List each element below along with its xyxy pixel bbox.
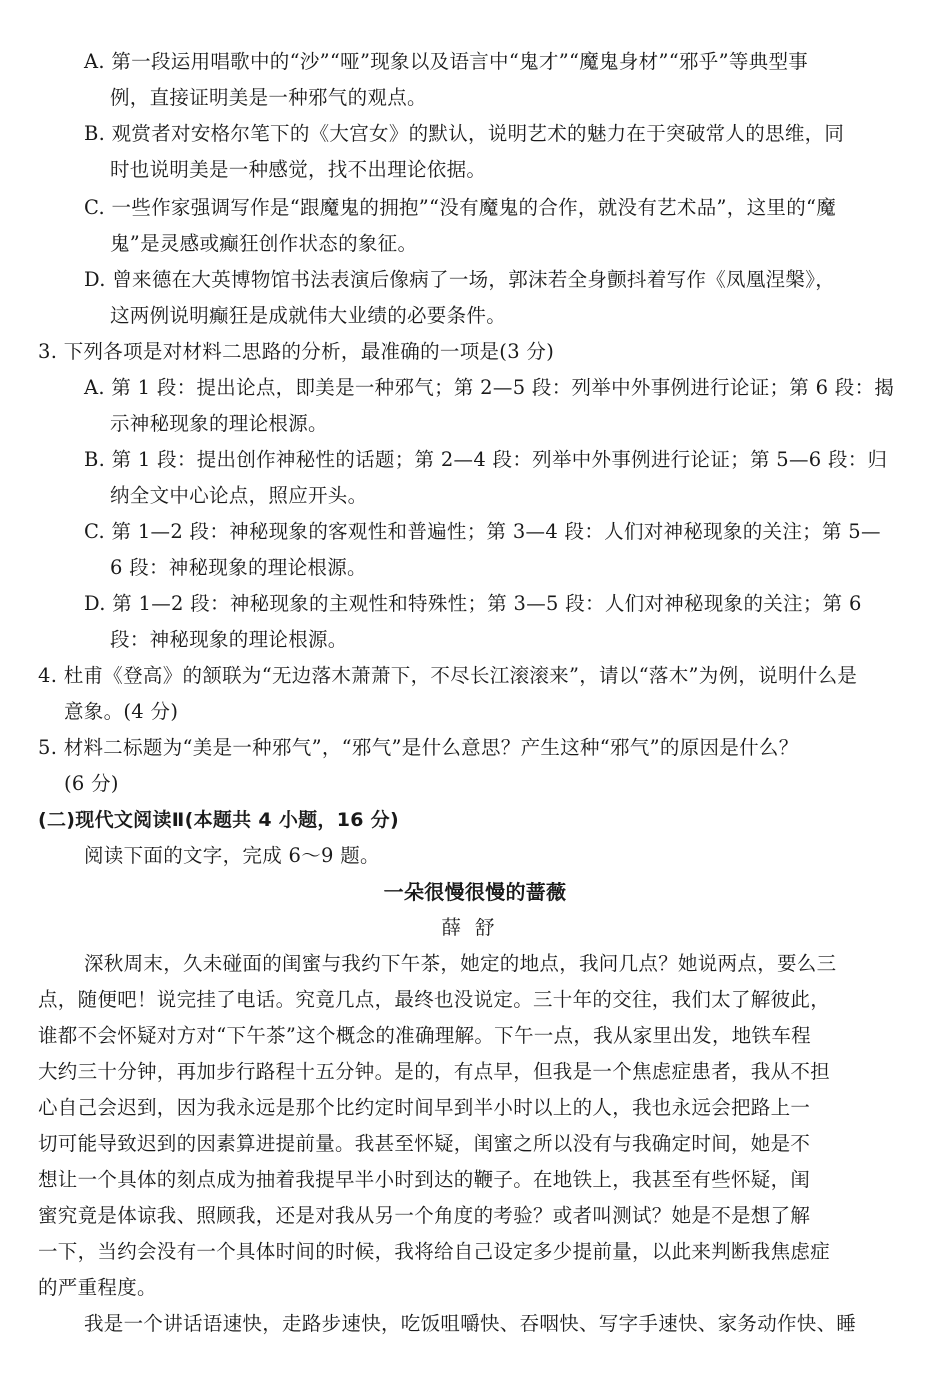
q4-line1: 4. 杜甫《登高》的颔联为“无边落木萧萧下，不尽长江滚滚来”，请以“落木”为例，说明什么是 [38, 664, 858, 687]
q4-line2: 意象。(4 分) [64, 700, 179, 723]
q2-option-a-line1: A. 第一段运用唱歌中的“沙”“哑”现象以及语言中“鬼才”“魔鬼身材”“邪乎”等典型事 [84, 50, 809, 73]
q2-option-a-line2: 例，直接证明美是一种邪气的观点。 [110, 86, 427, 109]
q2-option-b-line1: B. 观赏者对安格尔笔下的《大宫女》的默认，说明艺术的魅力在于突破常人的思维，同 [84, 122, 845, 145]
article-p2-line1: 我是一个讲话语速快，走路步速快，吃饭咀嚼快、吞咽快、写字手速快、家务动作快、睡 [84, 1312, 857, 1335]
q3-option-a-line2: 示神秘现象的理论根源。 [110, 412, 328, 435]
q3-option-c-line2: 6 段：神秘现象的理论根源。 [110, 556, 367, 579]
article-p1-line9: 一下，当约会没有一个具体时间的时候，我将给自己设定多少提前量，以此来判断我焦虑症 [38, 1240, 831, 1263]
article-p1-line7: 想让一个具体的刻点成为抽着我提早半小时到达的鞭子。在地铁上，我甚至有些怀疑，闺 [38, 1168, 811, 1191]
q2-option-c-line1: C. 一些作家强调写作是“跟魔鬼的拥抱”“没有魔鬼的合作，就没有艺术品”，这里的“魔 [84, 196, 837, 219]
article-p1-line8: 蜜究竟是体谅我、照顾我，还是对我从另一个角度的考验？或者叫测试？她是不是想了解 [38, 1204, 811, 1227]
article-p1-line2: 点，随便吧！说完挂了电话。究竟几点，最终也没说定。三十年的交往，我们太了解彼此， [38, 988, 831, 1011]
q2-option-b-line2: 时也说明美是一种感觉，找不出理论依据。 [110, 158, 487, 181]
q3-option-a-line1: A. 第 1 段：提出论点，即美是一种邪气；第 2—5 段：列举中外事例进行论证；第 6 段：揭 [84, 376, 895, 399]
section-instruction: 阅读下面的文字，完成 6～9 题。 [84, 844, 380, 867]
q3-option-d-line1: D. 第 1—2 段：神秘现象的主观性和特殊性；第 3—5 段：人们对神秘现象的关注；第 6 [84, 592, 862, 615]
q5-line1: 5. 材料二标题为“美是一种邪气”，“邪气”是什么意思？产生这种“邪气”的原因是什么？ [38, 736, 799, 759]
article-author: 薛舒 [441, 916, 509, 939]
article-title: 一朵很慢很慢的蔷薇 [383, 880, 567, 904]
q3-option-c-line1: C. 第 1—2 段：神秘现象的客观性和普遍性；第 3—4 段：人们对神秘现象的关注；第 5— [84, 520, 881, 543]
article-p1-line5: 心自己会迟到，因为我永远是那个比约定时间早到半小时以上的人，我也永远会把路上一 [38, 1096, 811, 1119]
article-p1-line6: 切可能导致迟到的因素算进提前量。我甚至怀疑，闺蜜之所以没有与我确定时间，她是不 [38, 1132, 811, 1155]
q3-option-d-line2: 段：神秘现象的理论根源。 [110, 628, 348, 651]
q3-stem: 3. 下列各项是对材料二思路的分析，最准确的一项是(3 分) [38, 340, 555, 363]
q3-option-b-line1: B. 第 1 段：提出创作神秘性的话题；第 2—4 段：列举中外事例进行论证；第 5—6 段：归 [84, 448, 888, 471]
article-p1-line3: 谁都不会怀疑对方对“下午茶”这个概念的准确理解。下午一点，我从家里出发，地铁车程 [38, 1024, 811, 1047]
section-heading: (二)现代文阅读Ⅱ(本题共 4 小题，16 分) [38, 809, 399, 831]
article-p1-line10: 的严重程度。 [38, 1276, 157, 1299]
q2-option-d-line2: 这两例说明癫狂是成就伟大业绩的必要条件。 [110, 304, 507, 327]
q5-line2: (6 分) [64, 772, 119, 795]
q2-option-d-line1: D. 曾来德在大英博物馆书法表演后像病了一场，郭沫若全身颤抖着写作《凤凰涅槃》， [84, 268, 836, 291]
q2-option-c-line2: 鬼”是灵感或癫狂创作状态的象征。 [110, 232, 418, 255]
article-p1-line1: 深秋周末，久未碰面的闺蜜与我约下午茶，她定的地点，我问几点？她说两点，要么三 [84, 952, 837, 975]
q3-option-b-line2: 纳全文中心论点，照应开头。 [110, 484, 368, 507]
article-p1-line4: 大约三十分钟，再加步行路程十五分钟。是的，有点早，但我是一个焦虑症患者，我从不担 [38, 1060, 831, 1083]
